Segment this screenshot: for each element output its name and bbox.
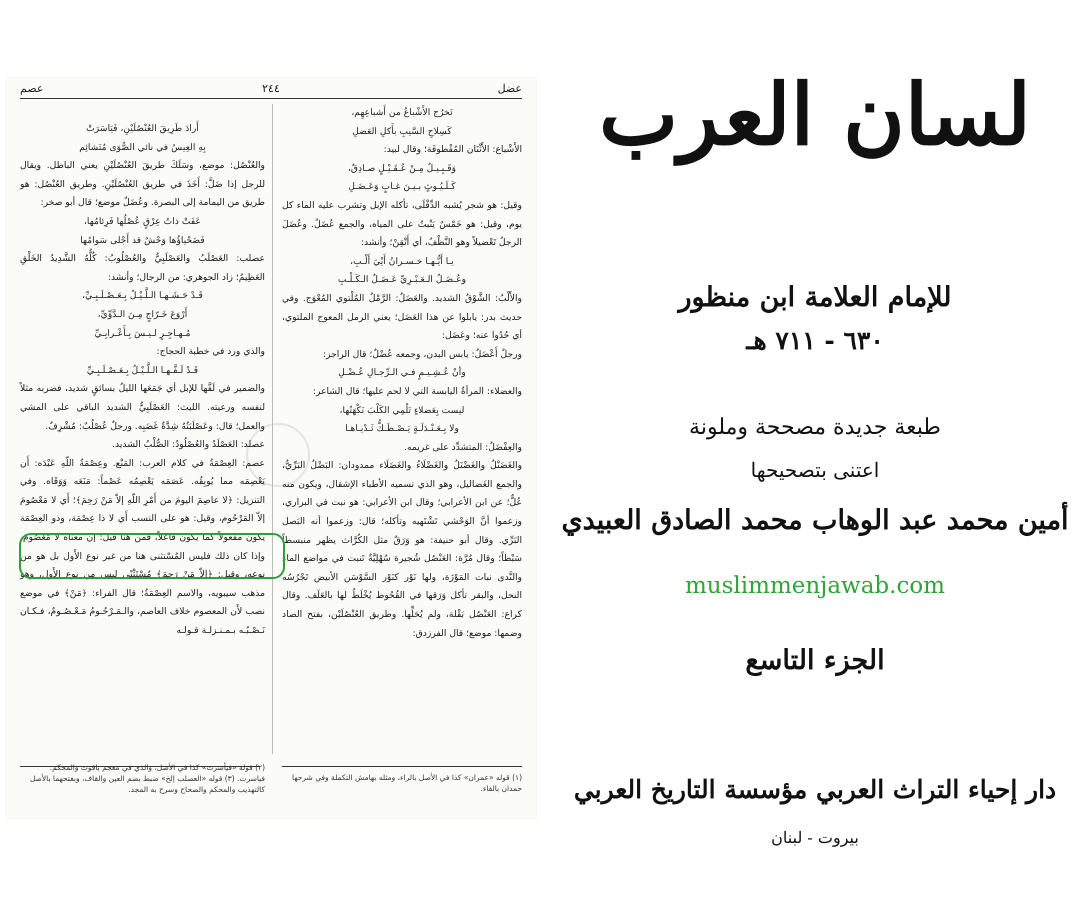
entry-paragraph: والغَضَنْلُ والغَضْنَلُ والغَضْلَاءُ والغَضَلَاء ممدودان: البَضْلُ البَرِّيُّ، والجمع الغَضاليل، وهو الذي تسميه الأطباء الإشقال، ويكون منه عُلٌّ؛ عن ابن الأعرابي؛ وقال ابن الأعرابي: هو نبت في البراري، وزعموا أنَّ الوَحْشي تَشْتَهيه وتأكله؛ قال: وزعموا أنه البَصل البَرِّي. وقال أبو حنيفة: هو وَرَقٌ مثل الكُرَّاث يظهر منبسطاً سَبْطاً؛ وقال مُرَّة: العَنْصُل شُجيرة سُهْلِيَّةٌ تَنبت في مواضع الماء والنَّدى نبات المَوْزَة، ولها نَوْر كنَوْر السَّوْسَن الأبيض تَجْرُسُه النحل، والبقر تأكل وَرَقها في القُحُوط يُخْلَطُ لها بالعَلَف. وقال كراع: العَنْصُل بَقْلة، ولم يُحَلِّها. وطريق العُنْصُلَيْن، بفتح الصاد وضمها: موضع؛ قال الفرزدق: — [282, 460, 522, 639]
page-header — [20, 80, 522, 99]
entry-paragraph: عصلد: العَصْلَدُ والعُصْلُودُ: الصُّلْبُ الشديد. — [112, 439, 265, 451]
author-line: للإمام العلامة ابن منظور — [678, 282, 952, 313]
verse-line: أَرْوَعَ خَـرّاجٍ مِـنَ الـدَّوِّيِّ، — [97, 308, 188, 320]
editors-line: أمين محمد عبد الوهاب محمد الصادق العبيدي — [561, 505, 1069, 536]
right-text-column — [282, 104, 522, 643]
verse-line: بِهِ العِيسُ في نائي الصُّوَى مُتَشائِم — [79, 141, 206, 153]
book-title-page — [560, 20, 1070, 880]
publishers-line: دار إحياء التراث العربي مؤسسة التاريخ العربي — [573, 775, 1057, 804]
verse-line: كَـلَـيُـوثٍ بـيـنَ غـابٍ وَعَـضَـلِ — [348, 181, 456, 193]
verse-line: وأنْ عُـشِـيـمٍ فـي الـرِّجـالِ عُـضْـلِ — [338, 367, 466, 379]
verse-line: فَضَحْياؤُها وَحْشٌ قد أَجْلى سَوامُها — [80, 234, 205, 246]
entry-paragraph: ورجلٌ أَعْضَلُ: يابس البدن، وجمعه عُضْلٌ؛ قال الراجز: — [322, 348, 522, 360]
edition-line: طبعة جديدة مصححة وملونة — [689, 415, 941, 440]
header-root-left: عصم — [20, 82, 44, 95]
verse-line: قَـدْ لَـفَّـهـا الـلَّـيْـلُ بِـعَـصْـلَـبِـيِّ — [86, 364, 199, 376]
entry-paragraph: والأَلْبُ: الشَّوْقُ الشديد. والعَضَلُ: الرَّمْلُ المُلْتوي المُعْوَج. وفي حديث بدر: يابلوا عن هذا العَضَل؛ يعني الرمل المعوج الملتوي، أي حُدُوا عنه؛ وعَضَل: — [282, 292, 522, 342]
book-title: لسان العرب — [599, 65, 1031, 164]
verse-line: يـا أَيُّـهـا خـسـرانُ أَيْيَ أَلْـبِ، — [350, 255, 454, 267]
author-dates: ٦٣٠ - ٧١١ هـ — [746, 326, 884, 355]
verse-line: عَفَتْ ذاتُ عِرْقٍ عُصْلُها فَرِئامُها، — [83, 215, 202, 227]
entry-paragraph: والعُنْصُل: موضع، وسَلَكَ طريقَ العُنْصُلَيْنِ يعني الباطل. ويقال للرجل إذا ضَلَّ: أَخَذَ في طريق العُنْصُلَيْنِ. وطريق العُنْصُل: هو طريق من اليمامة إلى البصرة. وعُضَلٌ موضع؛ قال أبو صخر: — [20, 160, 265, 209]
dictionary-page-scan — [6, 78, 536, 818]
verse-line: وعُـضَـلُ الـعَـبْـرِيِّ عَـضَـلُ الـكَـلْـبِ — [337, 274, 467, 286]
entry-paragraph: عصلب: العَصْلَبُ والعَصْلَبِيُّ والعُصْلُوبُ: كُلُّهُ الشَّدِيدُ الخَلْقِ العَظِيمُ؛ زاد الجوهري: من الرجال؛ وأنشد: — [20, 253, 265, 283]
verse-line: تَخرُج الأَشْباعُ من أَشباعِهِم، — [351, 107, 453, 118]
entry-paragraph: والذي ورد في خطبة الحجاج: — [156, 346, 265, 358]
entry-paragraph: عصم: العِصْمَةُ في كلام العرب: المَنْع. وعِصْمَةُ اللّهِ عَبْدَه: أَن يَعْصِمَه مما يُوبِقُه. عَصَمَه يَعْصِمُه عَصْماً: مَنَعَه وَوَقَاه. وفي التنزيل: ﴿لا عاصِمَ اليومَ من أَمْرِ اللّهِ إلاّ مَنْ رَحِمَ﴾؛ أَي لا مَعْصُومَ إلاّ المَرْحُوم، وقيل: هو على النسب أَي لا ذا عِصْمَة، وذو العِصْمَة يكون مفعولاً كما يكون فاعلاً، فمن هنا قيل: إن معناه لا مَعْصُوم، وإذا كان ذلك فليس المُسْتثنى هنا من غير نوع الأَول بل هو من نوعه، وقيل: ﴿إلاّ مَنْ رَحِمَ﴾ مُسْتَثْنًى ليس من نوع الأَول، وهو مذهب سيبويه، والاسم العِصْمَةُ؛ قال الفراء: ﴿مَنْ﴾ في موضع نصب لأَن المعصوم خلاف العاصم، والـمَـرْحُـومُ مَـعْـصُـومٌ، فـكـان نَـصْـبُـه بـمـنـزلـة قـولـه — [20, 457, 265, 637]
footnote-left: (٢) قوله «فيأسرت» كذا في الأصل، والذي في معجم ياقوت والمحكم: فياسرت. (٣) قوله «العصلب إلخ» ضبط بضم العين والقاف، وبفتحهما بالأصل كالتهذيب والمحكم والصحاح وسرح به المجد. — [29, 763, 265, 794]
entry-paragraph: والعضلاء: المرأةُ اليابسة التي لا لحم عليها؛ قال الشاعر: — [312, 385, 522, 397]
entry-paragraph: والضمير في لَفَّها للإبل أي جَمَعَها الليلُ بسائقٍ شديد، فضربه مثلاً لنفسه ورعيته. الليث: العَصْلَبِيُّ الشديد الباقي على المشي والعمل؛ قال: وعَصْلَبَتُهُ شِدَّةُ غَضَبِه. ورجلٌ عُصْلُبٌ: مُشْرِفٌ. — [20, 383, 265, 432]
verse-line: مُـهـاجِـرٍ لـيـسَ بِـأَعْـرابِـيِّ — [94, 327, 191, 339]
page-number: ٢٤٤ — [262, 82, 280, 95]
footnote-divider-right — [282, 766, 522, 767]
entry-paragraph: الأَشْباع: الأَثْنَان المُفْطوفَة؛ وقال لبيد: — [383, 144, 522, 156]
header-root-right: عضل — [497, 82, 522, 95]
footnote-right: (١) قوله «عمران» كذا في الأصل بالراء، ومثله بهامش التكملة وفي شرحها حمدان بالفاء. — [292, 773, 522, 793]
highlight-annotation — [19, 533, 285, 579]
entry-paragraph: والعِفْضَلُ: المتشدِّد على غريمه. — [404, 441, 522, 453]
verse-line: قَـدْ حَـشَـهـا الـلَّـيْـلُ بِـعَـصْـلَـبِـيِّ، — [82, 290, 203, 302]
verse-line: ليست بِعَضلاءٍ تَلْمِي الكَلْبَ نَكْهَتُها، — [339, 404, 465, 416]
publisher-city: بيروت - لبنان — [771, 828, 859, 847]
verse-line: كَسِلاحِ السَّيبِ بأَكلِ العَضلِ — [352, 125, 452, 137]
verse-line: أَرادَ طَرِيقَ العُنْصُلَيْنِ، فَيَاسَرَتْ — [86, 123, 199, 134]
verse-line: ولا بِـعَـنْـدَلَـةٍ يَـصْـطَـكُّ ثَـدْيـاهـا — [345, 423, 459, 435]
volume-label: الجزء التاسع — [745, 645, 885, 676]
care-line: اعتنى بتصحيحها — [750, 458, 880, 482]
verse-line: وَقَـبِـيـلٌ مِـنْ عُـقَـيْـلٍ صـادِقٌ، — [347, 162, 457, 174]
website-watermark: muslimmenjawab.com — [685, 573, 945, 599]
entry-paragraph: وقيل: هو شجر يُشبه الدِّفْلَى، تأكله الإبل وتشرب عليه الماء كل يوم، وقيل: هو خَمْسٌ يَنْبتُ على المياه، والجمع عُضَلٌ. وعُضَلَ الرجلُ تَعْضيلاً وهو النَّظْفُ، أي أَتْقِنْ؛ وأنشد: — [282, 199, 522, 249]
